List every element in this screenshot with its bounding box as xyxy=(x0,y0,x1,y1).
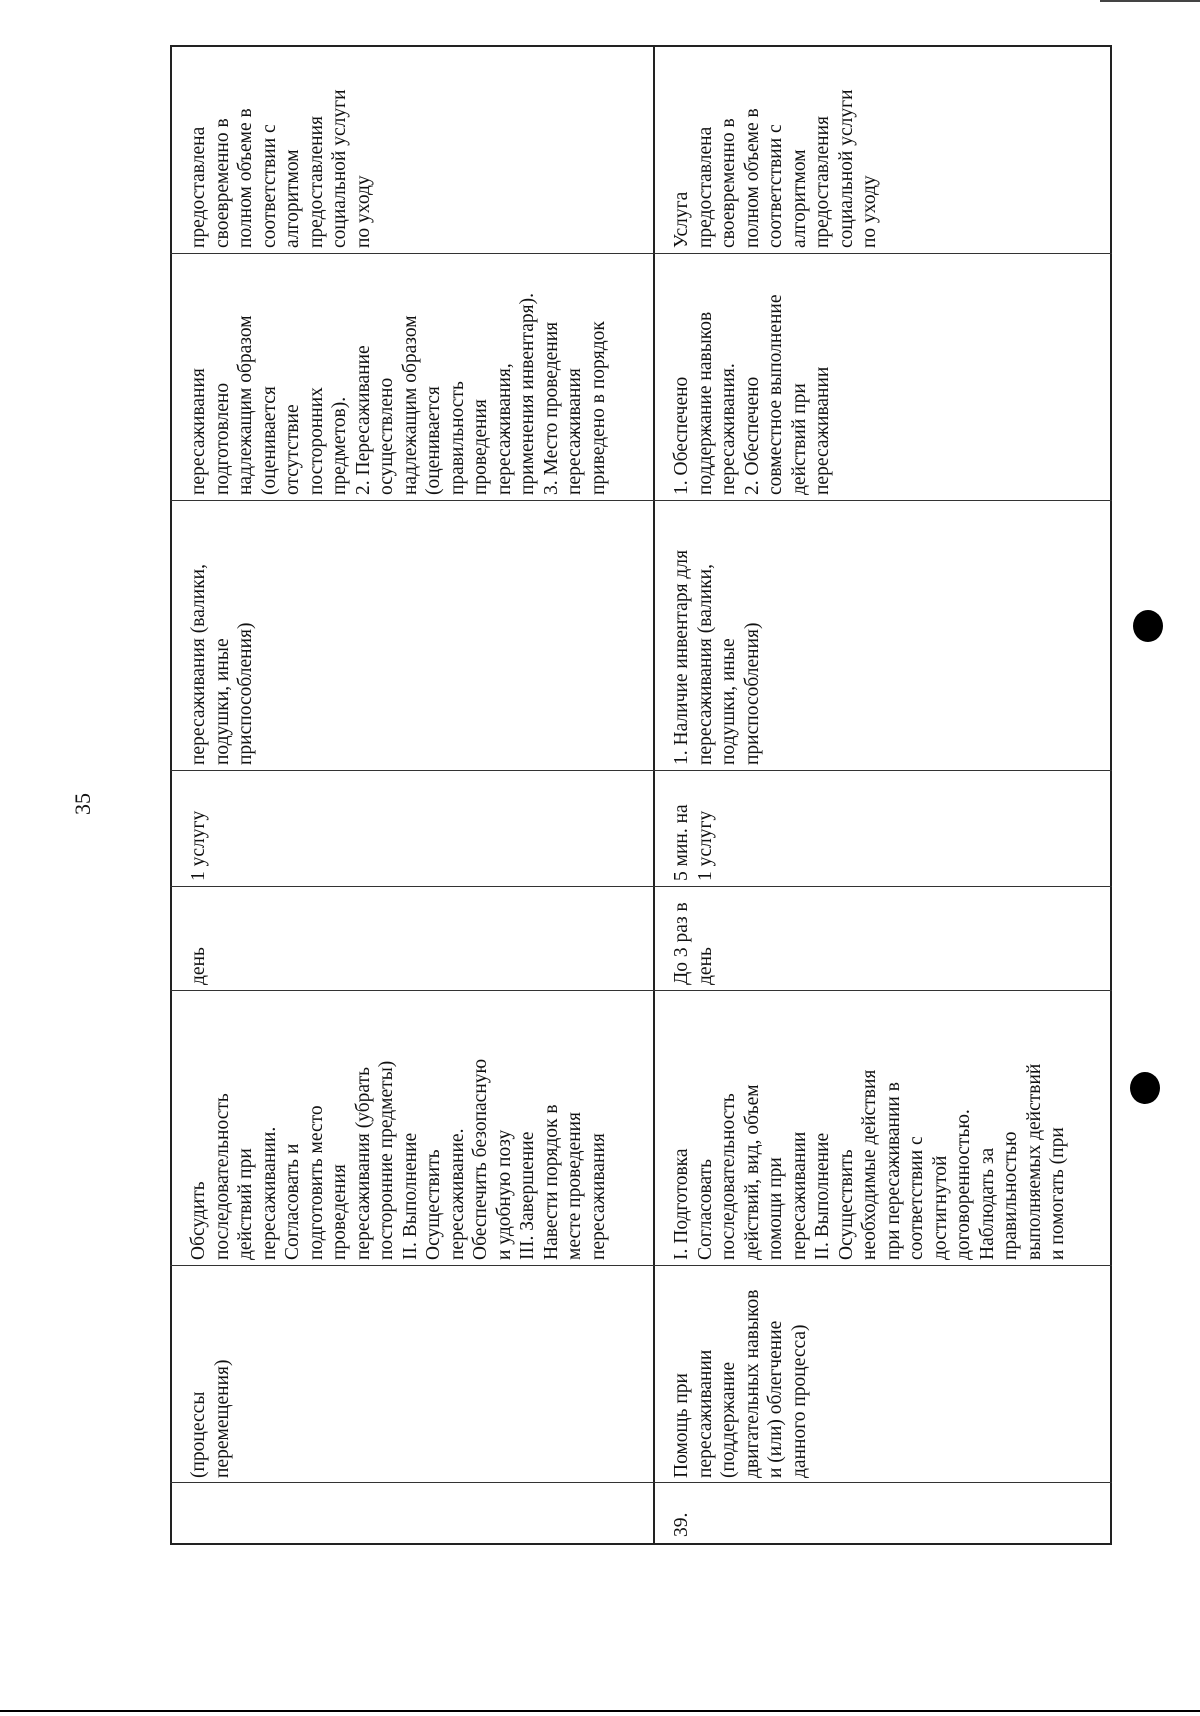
column-divider-name xyxy=(170,1482,1112,1483)
page-number: 35 xyxy=(70,793,95,815)
punch-hole-top xyxy=(1133,610,1163,642)
row-divider xyxy=(653,45,655,1545)
punch-hole-bottom xyxy=(1130,1072,1160,1104)
row-39-description-cell: I. Подготовка Согласовать последовательность действий, вид, объем помощи при пересаживании II. Выполнение Осуществить необходимые действия при пересаживании в соответствии с достигнутой договоренностью. Наблюдать за правильностью выполняемых действий и помогать (при xyxy=(671,1063,1068,1260)
continued-frequency-cell: день xyxy=(188,947,209,985)
column-divider-duration xyxy=(170,886,1112,887)
row-39-conditions-cell: 1. Наличие инвентаря для пересаживания (валики, подушки, иные приспособления) xyxy=(671,549,763,765)
column-divider-evaluation xyxy=(170,253,1112,254)
row-39-frequency-cell: До 3 раз в день xyxy=(671,902,716,985)
column-divider-frequency xyxy=(170,990,1112,991)
continued-evaluation-cell: предоставлена своевременно в полном объеме в соответствии с алгоритмом предоставления социальной услуги по уходу xyxy=(188,89,374,248)
column-divider-indicators xyxy=(170,500,1112,501)
continued-name-cell: (процессы перемещения) xyxy=(188,1359,233,1478)
services-table xyxy=(170,45,1112,1545)
row-39-number: 39. xyxy=(671,1512,692,1537)
column-divider-description xyxy=(170,1265,1112,1266)
row-39-indicators-cell: 1. Обеспечено поддержание навыков пересаживания. 2. Обеспечено совместное выполнение действий при пересаживании xyxy=(671,294,833,495)
continued-duration-cell: 1 услугу xyxy=(188,810,209,881)
continued-conditions-cell: пересаживания (валики, подушки, иные приспособления) xyxy=(188,564,256,765)
continued-description-cell: Обсудить последовательность действий при пересаживании. Согласовать и подготовить место проведения пересаживания (убрать посторонние предметы) II. Выполнение Осуществить пересаживание. Обеспечить безопасную и удобную позу III. Завершение Навести порядок в месте проведения пересаживания xyxy=(188,1058,609,1260)
continued-indicators-cell: пересаживания подготовлено надлежащим образом (оценивается отсутствие посторонних предметов). 2. Пересаживание осуществлено надлежащим образом (оценивается правильность проведения пересаживания, применения инвентаря). 3. Место проведения пересаживания приведено в порядок xyxy=(188,293,609,495)
column-divider-conditions xyxy=(170,770,1112,771)
scan-edge-bottom xyxy=(0,1710,1200,1712)
row-39-evaluation-cell: Услуга предоставлена своевременно в полном объеме в соответствии с алгоритмом предоставления социальной услуги по уходу xyxy=(671,89,880,248)
row-39-name-cell: Помощь при пересаживании (поддержание двигательных навыков и (или) облегчение данного процесса) xyxy=(671,1289,810,1478)
scan-edge-top xyxy=(1100,0,1200,2)
row-39-duration-cell: 5 мин. на 1 услугу xyxy=(671,804,716,881)
